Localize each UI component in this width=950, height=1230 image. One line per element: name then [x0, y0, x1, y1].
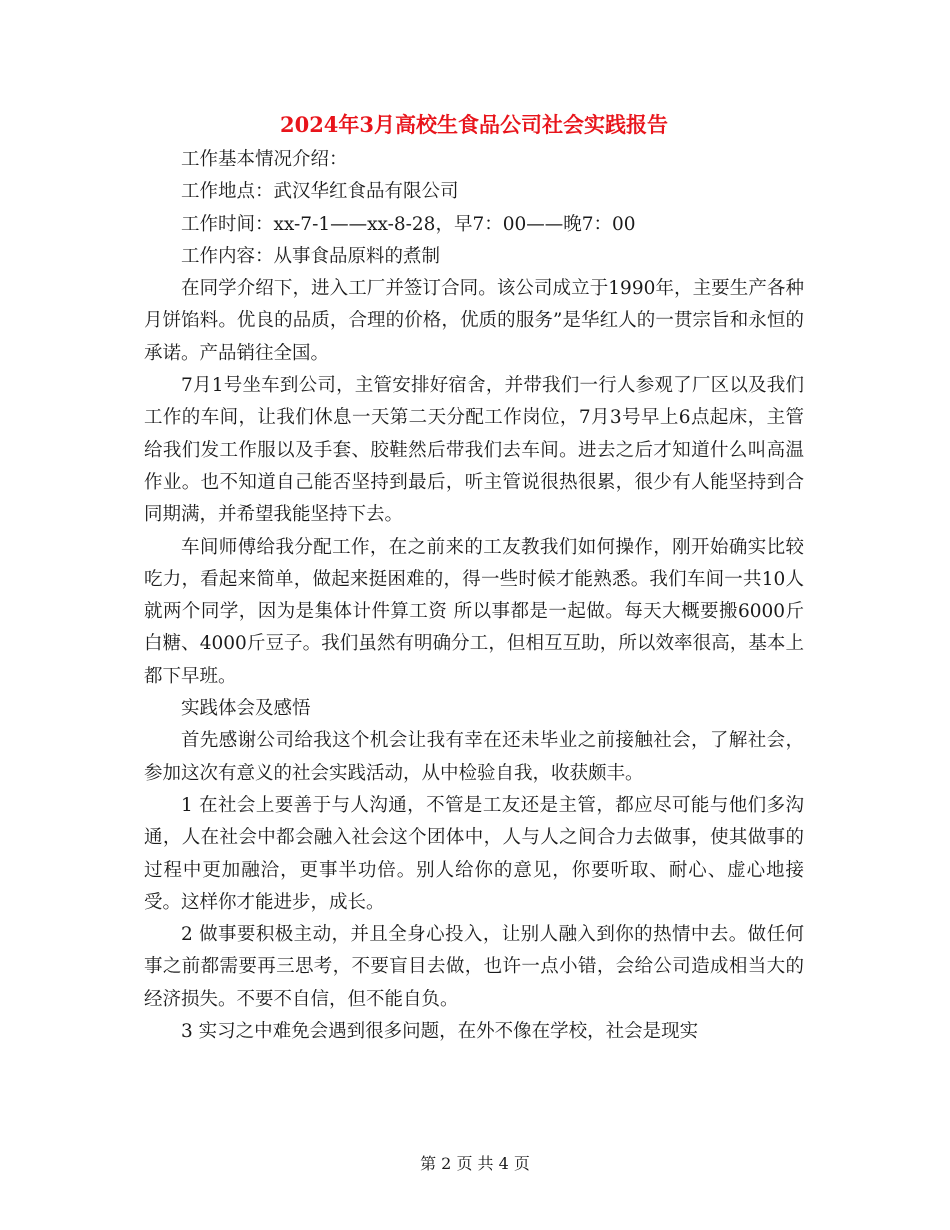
document-page: [144, 108, 804, 1048]
paragraph-thanks: 首先感谢公司给我这个机会让我有幸在还未毕业之前接触社会，了解社会，参加这次有意义的社会实践活动，从中检验自我，收获颇丰。: [144, 730, 804, 784]
paragraph-reflection-heading: 实践体会及感悟: [181, 698, 311, 720]
paragraph-arrival: 7月1号坐车到公司，主管安排好宿舍，并带我们一行人参观了厂区以及我们工作的车间，让我们休息一天第二天分配工作岗位，7月3号早上6点起床，主管给我们发工作服以及手套、胶鞋然后带我们去车间。进去之后才知道什么叫高温作业。也不知道自己能否坚持到最后，听主管说很热很累，很少有人能坚持到合同期满，并希望我能坚持下去。: [144, 375, 804, 526]
document-body: [144, 144, 804, 1048]
paragraph-work-time: 工作时间：xx-7-1——xx-8-28，早7：00——晚7：00: [181, 213, 636, 235]
paragraph-intro-heading: 工作基本情况介绍：: [181, 149, 348, 170]
paragraph-point-2: 2 做事要积极主动，并且全身心投入，让别人融入到你的热情中去。做任何事之前都需要再三思考，不要盲目去做，也许一点小错，会给公司造成相当大的经济损失。不要不自信，但不能自负。: [144, 924, 804, 1010]
paragraph-point-3: 3 实习之中难免会遇到很多问题，在外不像在学校，社会是现实: [181, 1021, 699, 1043]
paragraph-work-location: 工作地点：武汉华红食品有限公司: [181, 181, 459, 203]
page-footer: 第 2 页 共 4 页: [420, 1154, 530, 1173]
paragraph-point-1: 1 在社会上要善于与人沟通，不管是工友还是主管，都应尽可能与他们多沟通，人在社会中都会融入社会这个团体中，人与人之间合力去做事，使其做事的过程中更加融洽，更事半功倍。别人给你的意见，你要听取、耐心、虚心地接受。这样你才能进步，成长。: [144, 794, 804, 913]
paragraph-company-intro: 在同学介绍下，进入工厂并签订合同。该公司成立于1990年，主要生产各种月饼馅料。优良的品质，合理的价格，优质的服务”是华红人的一贯宗旨和永恒的承诺。产品销往全国。: [144, 278, 804, 364]
paragraph-work-content: 工作内容：从事食品原料的煮制: [181, 245, 441, 267]
paragraph-workshop: 车间师傅给我分配工作，在之前来的工友教我们如何操作，刚开始确实比较吃力，看起来简单，做起来挺困难的，得一些时候才能熟悉。我们车间一共10人就两个同学，因为是集体计件算工资 所以事都是一起做。每天大概要搬6000斤白糖、4000斤豆子。我们虽然有明确分工，但相互互助，所以效率很高，基本上都下早班。: [144, 536, 804, 687]
document-title: 2024年3月高校生食品公司社会实践报告: [279, 112, 669, 137]
